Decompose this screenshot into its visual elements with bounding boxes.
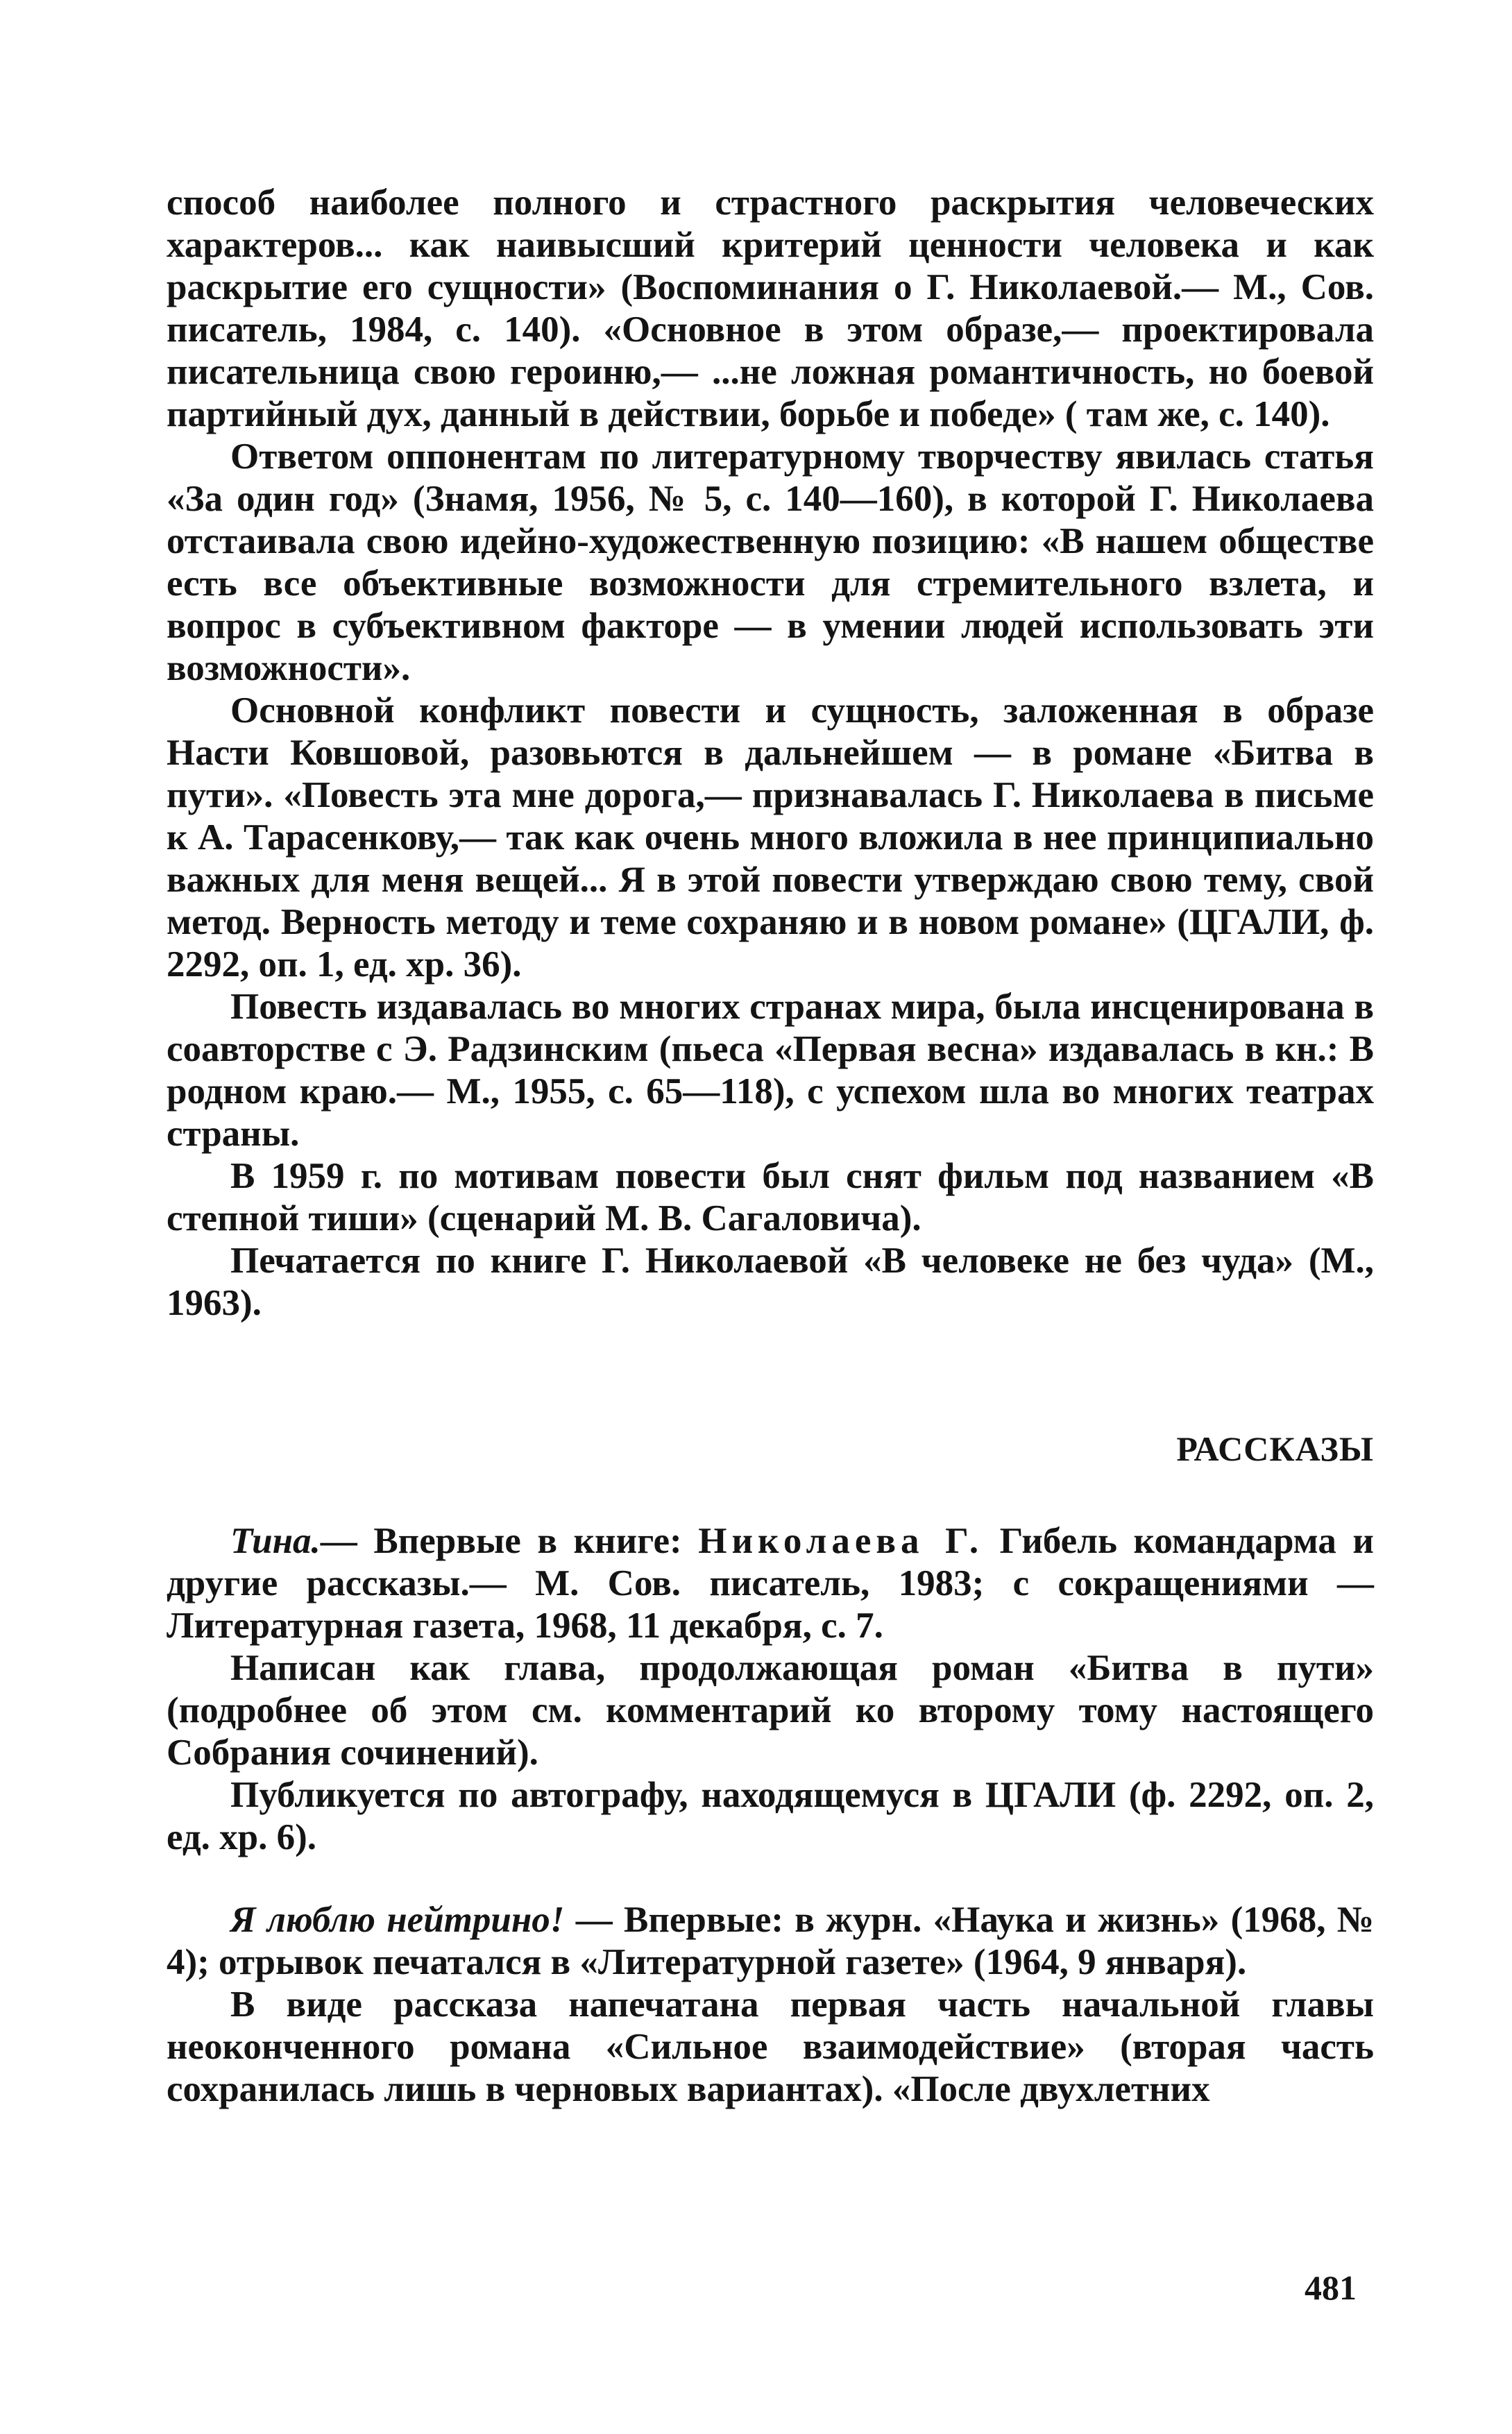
neutrino-entry (167, 1899, 1374, 1984)
section-title: РАССКАЗЫ (1176, 1429, 1374, 1468)
tina-note-1: Написан как глава, продолжающая роман «Битва в пути» (подробнее об этом см. комментарий ко второму тому настоящего Собрания сочинений). (167, 1648, 1374, 1773)
tina-text-before: — Впервые в книге: (320, 1521, 699, 1561)
tina-text-after: Гибель командарма и другие рассказы.— М. Сов. писатель, 1983; с сокращениями — Литературная газета, 1968, 11 декабря, с. 7. (167, 1521, 1374, 1646)
neutrino-text: — Впервые: в журн. «Наука и жизнь» (1968, № 4); отрывок печатался в «Литературной газете» (1964, 9 января). (167, 1900, 1374, 1982)
paragraph-2: Ответом оппонентам по литературному творчеству явилась статья «За один год» (Знамя, 1956, № 5, с. 140—160), в которой Г. Николаева отстаивала свою идейно-художественную позицию: «В нашем обществе есть все объективные возможности для стремительного взлета, и вопрос в субъективном факторе — в умении людей использовать эти возможности». (167, 436, 1374, 688)
paragraph-4: Повесть издавалась во многих странах мира, была инсценирована в соавторстве с Э. Радзинским (пьеса «Первая весна» издавалась в кн.: В родном краю.— М., 1955, с. 65—118), с успехом шла во многих театрах страны. (167, 987, 1374, 1154)
paragraph-3: Основной конфликт повести и сущность, заложенная в образе Насти Ковшовой, разовьются в дальнейшем — в романе «Битва в пути». «Повесть эта мне дорога,— признавалась Г. Николаева в письме к А. Тарасенкову,— так как очень много вложила в нее принципиально важных для меня вещей... Я в этой повести утверждаю свою тему, свой метод. Верность методу и теме сохраняю и в новом романе» (ЦГАЛИ, ф. 2292, оп. 1, ед. хр. 36). (167, 690, 1374, 985)
paragraph-6: Печатается по книге Г. Николаевой «В человеке не без чуда» (М., 1963). (167, 1241, 1374, 1323)
paragraph-5: В 1959 г. по мотивам повести был снят фильм под названием «В степной тиши» (сценарий М. В. Сагаловича). (167, 1156, 1374, 1239)
page-number: 481 (1305, 2268, 1357, 2307)
paragraph-1: способ наиболее полного и страстного раскрытия человеческих характеров... как наивысший критерий ценности человека и как раскрытие его сущности» (Воспоминания о Г. Николаевой.— М., Сов. писатель, 1984, с. 140). «Основное в этом образе,— проектировала писательница свою героиню,— ...не ложная романтичность, но боевой партийный дух, данный в действии, борьбе и победе» ( там же, с. 140). (167, 182, 1374, 434)
section-spacer-top (167, 1325, 1374, 1429)
section-spacer-bottom (167, 1469, 1374, 1520)
entry-spacer (167, 1859, 1374, 1899)
neutrino-note-1: В виде рассказа напечатана первая часть начальной главы неоконченного романа «Сильное взаимодействие» (вторая часть сохранилась лишь в черновых вариантах). «После двухлетних (167, 1984, 1374, 2109)
tina-note-2: Публикуется по автографу, находящемуся в ЦГАЛИ (ф. 2292, оп. 2, ед. хр. 6). (167, 1775, 1374, 1857)
tina-author: Николаева Г. (698, 1521, 984, 1561)
document-page (167, 182, 1374, 2111)
neutrino-lead: Я люблю нейтрино! (230, 1900, 565, 1940)
tina-entry (167, 1520, 1374, 1647)
tina-lead: Тина. (230, 1521, 321, 1561)
